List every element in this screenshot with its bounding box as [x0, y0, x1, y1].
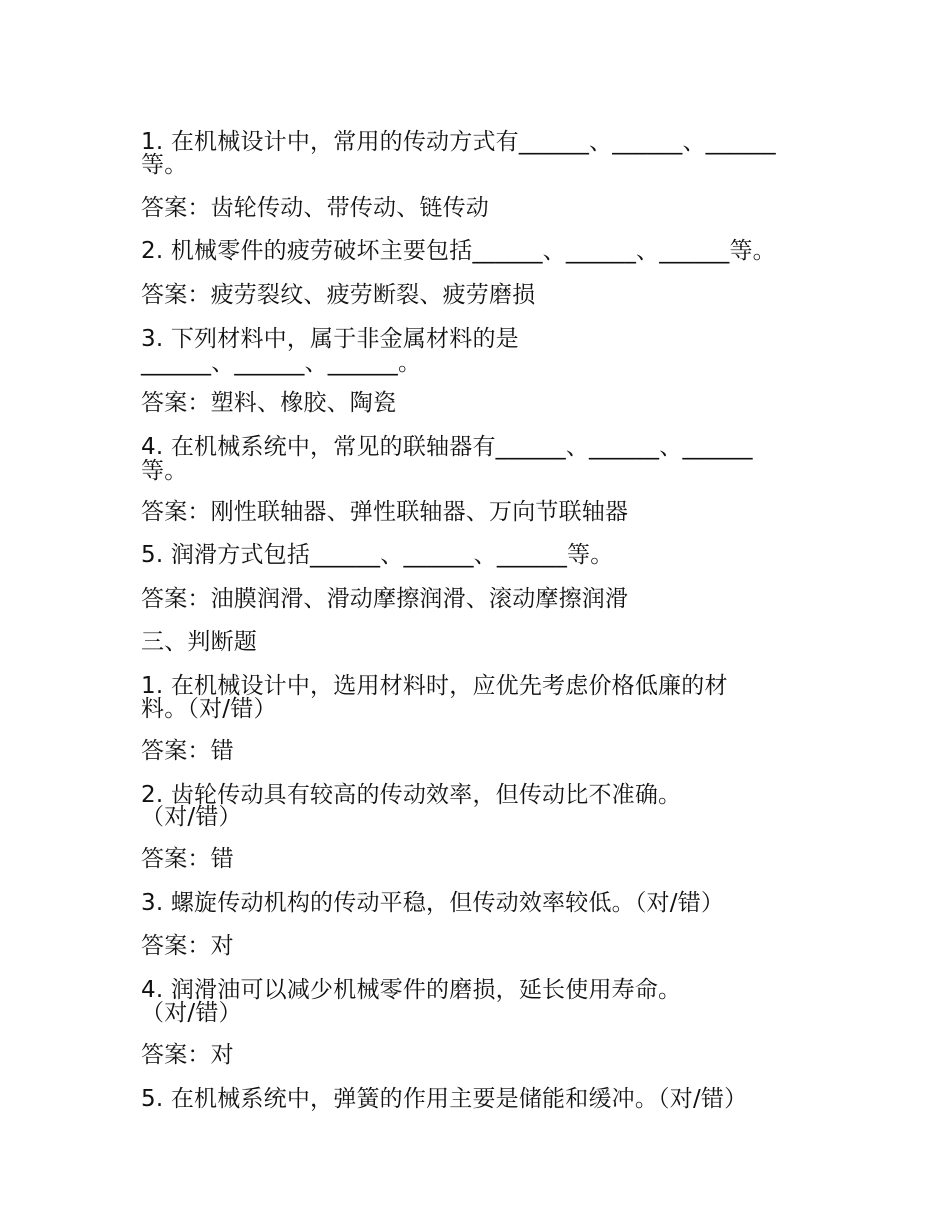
- fill-question-3-line1: 3. 下列材料中，属于非金属材料的是: [141, 326, 519, 352]
- fill-question-1-line1: 1. 在机械设计中，常用的传动方式有______、______、______: [141, 129, 776, 155]
- fill-answer-4: 答案：刚性联轴器、弹性联轴器、万向节联轴器: [141, 499, 629, 525]
- tf-question-3-line1: 3. 螺旋传动机构的传动平稳，但传动效率较低。（对/错）: [141, 890, 725, 916]
- fill-question-4-line2: 等。: [141, 458, 188, 484]
- tf-answer-3: 答案：对: [141, 933, 234, 959]
- tf-answer-2: 答案：错: [141, 846, 234, 872]
- fill-question-1-line2: 等。: [141, 152, 188, 178]
- section-heading-true-false: 三、判断题: [141, 629, 257, 655]
- fill-question-4-line1: 4. 在机械系统中，常见的联轴器有______、______、______: [141, 434, 753, 460]
- fill-answer-3: 答案：塑料、橡胶、陶瓷: [141, 390, 397, 416]
- fill-answer-2: 答案：疲劳裂纹、疲劳断裂、疲劳磨损: [141, 282, 536, 308]
- fill-answer-5: 答案：油膜润滑、滑动摩擦润滑、滚动摩擦润滑: [141, 586, 629, 612]
- fill-answer-1: 答案：齿轮传动、带传动、链传动: [141, 195, 489, 221]
- tf-answer-1: 答案：错: [141, 738, 234, 764]
- fill-question-2-line1: 2. 机械零件的疲劳破坏主要包括______、______、______等。: [141, 238, 776, 264]
- document-page: [141, 0, 801, 1230]
- tf-answer-4: 答案：对: [141, 1042, 234, 1068]
- tf-question-2-line1: 2. 齿轮传动具有较高的传动效率，但传动比不准确。: [141, 782, 682, 808]
- tf-question-2-line2: （对/错）: [141, 804, 242, 830]
- tf-question-1-line1: 1. 在机械设计中，选用材料时，应优先考虑价格低廉的材: [141, 673, 728, 699]
- fill-question-3-line2: ______、______、______。: [141, 350, 422, 376]
- tf-question-4-line2: （对/错）: [141, 1000, 242, 1026]
- fill-question-5-line1: 5. 润滑方式包括______、______、______等。: [141, 542, 614, 568]
- tf-question-5-line1: 5. 在机械系统中，弹簧的作用主要是储能和缓冲。（对/错）: [141, 1086, 748, 1112]
- tf-question-4-line1: 4. 润滑油可以减少机械零件的磨损，延长使用寿命。: [141, 977, 682, 1003]
- tf-question-1-line2: 料。（对/错）: [141, 696, 277, 722]
